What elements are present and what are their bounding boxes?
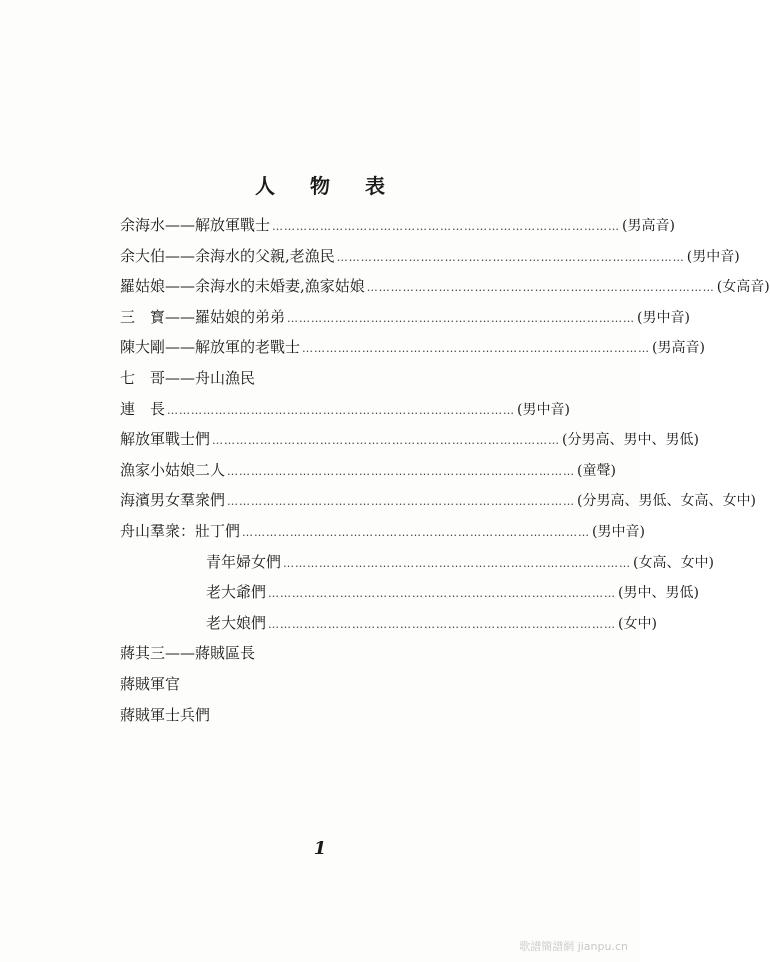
cast-voice: (分男高、男中、男低) [562,432,699,449]
cast-voice: (女高、女中) [633,554,714,571]
cast-row [120,245,740,276]
cast-name: 解放軍戰士們 [120,430,211,449]
cast-row [120,551,714,582]
leader-dots: …………………………………………………………………………… [268,587,617,601]
cast-row [120,367,560,398]
cast-name: 漁家小姑娘二人 [120,460,226,479]
leader-dots: …………………………………………………………………………… [283,556,632,570]
cast-row [120,398,570,429]
cast-name: 舟山羣衆：壯丁們 [120,521,241,540]
cast-name: 三 寳—— [120,307,196,326]
cast-voice: (男高音) [652,340,705,357]
cast-name: 青年婦女們 [206,552,282,571]
cast-voice: (男中音) [686,248,740,265]
page-number: 1 [313,838,327,859]
leader-dots: …………………………………………………………………………… [287,311,636,325]
cast-name: 海濱男女羣衆們 [120,491,226,510]
cast-row [120,642,560,673]
cast-voice: (童聲) [577,462,616,479]
cast-name: 連 長 [120,399,166,418]
cast-name: 蔣賊軍士兵們 [120,705,211,724]
cast-voice: (男中音) [517,401,570,418]
cast-desc: 羅姑娘的弟弟 [195,307,286,326]
leader-dots: …………………………………………………………………………… [366,281,715,295]
cast-name: 七 哥—— [120,368,196,387]
cast-voice: (分男高、男低、女高、女中) [577,493,756,510]
watermark: 歌譜簡譜網 jianpu.cn [519,940,628,953]
leader-dots: …………………………………………………………………………… [242,525,591,539]
leader-dots: …………………………………………………………………………… [336,250,685,264]
cast-row [120,704,560,735]
cast-voice: (男中音) [592,523,645,540]
cast-row [120,459,616,490]
cast-row [120,520,645,551]
leader-dots: …………………………………………………………………………… [227,464,576,478]
page-title: 人 物 表 [255,174,399,198]
cast-row [120,275,770,306]
leader-dots: …………………………………………………………………………… [302,342,651,356]
cast-row [120,336,705,367]
cast-name: 蔣賊軍官 [120,674,181,693]
cast-desc: 解放軍的老戰士 [195,338,301,357]
cast-voice: (男中音) [637,309,690,326]
cast-name: 羅姑娘—— [120,277,196,296]
leader-dots: …………………………………………………………………………… [167,403,516,417]
cast-row [120,612,657,643]
cast-row [120,673,560,704]
cast-desc: 蔣賊區長 [195,644,256,663]
leader-dots: …………………………………………………………………………… [268,617,617,631]
cast-voice: (女中) [618,615,657,632]
cast-name: 陳大剛—— [120,338,196,357]
cast-desc: 余海水的父親,老漁民 [195,246,335,265]
cast-row [120,306,690,337]
cast-name: 老大爺們 [206,583,267,602]
cast-row [120,214,675,245]
leader-dots: …………………………………………………………………………… [272,220,621,233]
cast-name: 余大伯—— [120,246,196,265]
cast-voice: (女高音) [716,279,770,296]
cast-name: 余海水—— [120,216,196,234]
cast-desc: 舟山漁民 [195,368,256,387]
cast-row [120,428,699,459]
cast-row [120,581,699,612]
cast-list [120,214,770,734]
cast-row [120,489,756,520]
cast-desc: 解放軍戰士 [195,216,271,234]
cast-desc: 余海水的未婚妻,漁家姑娘 [195,277,365,296]
cast-voice: (男中、男低) [618,585,699,602]
cast-name: 蔣其三—— [120,644,196,663]
leader-dots: …………………………………………………………………………… [212,434,561,448]
cast-name: 老大娘們 [206,613,267,632]
cast-voice: (男高音) [622,218,675,234]
leader-dots: …………………………………………………………………………… [227,495,576,509]
